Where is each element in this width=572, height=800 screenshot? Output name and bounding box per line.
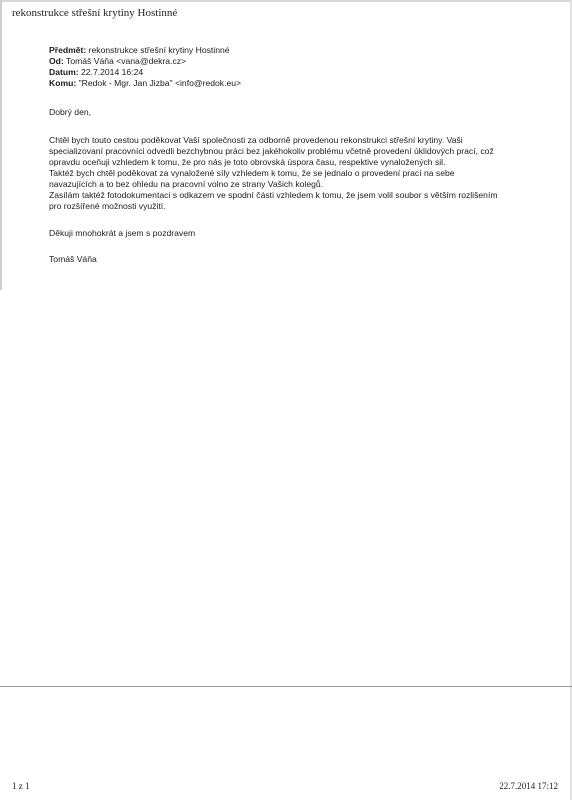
header-from (49, 56, 554, 67)
email-body (49, 135, 554, 212)
email-signature: Tomáš Váňa (49, 254, 97, 264)
header-subject-label: Předmět: (49, 45, 87, 55)
header-to (49, 78, 554, 89)
header-date-value: 22.7.2014 16:24 (81, 67, 144, 77)
header-from-value: Tomáš Váňa <vana@dekra.cz> (66, 56, 187, 66)
header-date-label: Datum: (49, 67, 79, 77)
scan-edge-top (0, 0, 572, 2)
header-to-value: "Redok - Mgr. Jan Jizba" <info@redok.eu> (78, 78, 242, 88)
scan-edge-left (0, 0, 2, 290)
print-datetime: 22.7.2014 17:12 (499, 781, 558, 791)
body-line: Zasílám taktéž fotodokumentaci s odkazem ve spodní části vzhledem k tomu, že jsem volil soubor s větším rozlišením (49, 190, 498, 200)
body-line: opravdu oceňuji vzhledem k tomu, že pro nás je toto obrovská úspora času, respektive vynaložených sil. (49, 157, 446, 167)
header-date (49, 67, 554, 78)
email-message (49, 45, 554, 265)
header-subject-value: rekonstrukce střešní krytiny Hostinné (88, 45, 230, 55)
body-line: navazujících a to bez ohledu na pracovní volno ze strany Vašich kolegů. (49, 179, 324, 189)
body-line: specializovaní pracovníci odvedli bezchybnou práci bez jakéhokoliv problému včetně provedení úklidových prací, což (49, 146, 494, 156)
header-to-label: Komu: (49, 78, 77, 88)
email-greeting: Dobrý den, (49, 107, 92, 117)
email-closing: Děkuji mnohokrát a jsem s pozdravem (49, 228, 196, 238)
footer-divider (0, 686, 572, 687)
body-line: Chtěl bych touto cestou poděkovat Vaší společnosti za odborně provedenou rekonstrukci střešní krytiny. Vaši (49, 135, 463, 145)
body-line: Taktéž bych chtěl poděkovat za vynaložené síly vzhledem k tomu, že se jednalo o provedení prací na sebe (49, 168, 455, 178)
header-from-label: Od: (49, 56, 64, 66)
page-title: rekonstrukce střešní krytiny Hostinné (12, 7, 178, 19)
page-counter: 1 z 1 (12, 781, 30, 791)
body-line: pro rozšířené možnosti využití. (49, 201, 166, 211)
email-headers (49, 45, 554, 89)
header-subject (49, 45, 554, 56)
